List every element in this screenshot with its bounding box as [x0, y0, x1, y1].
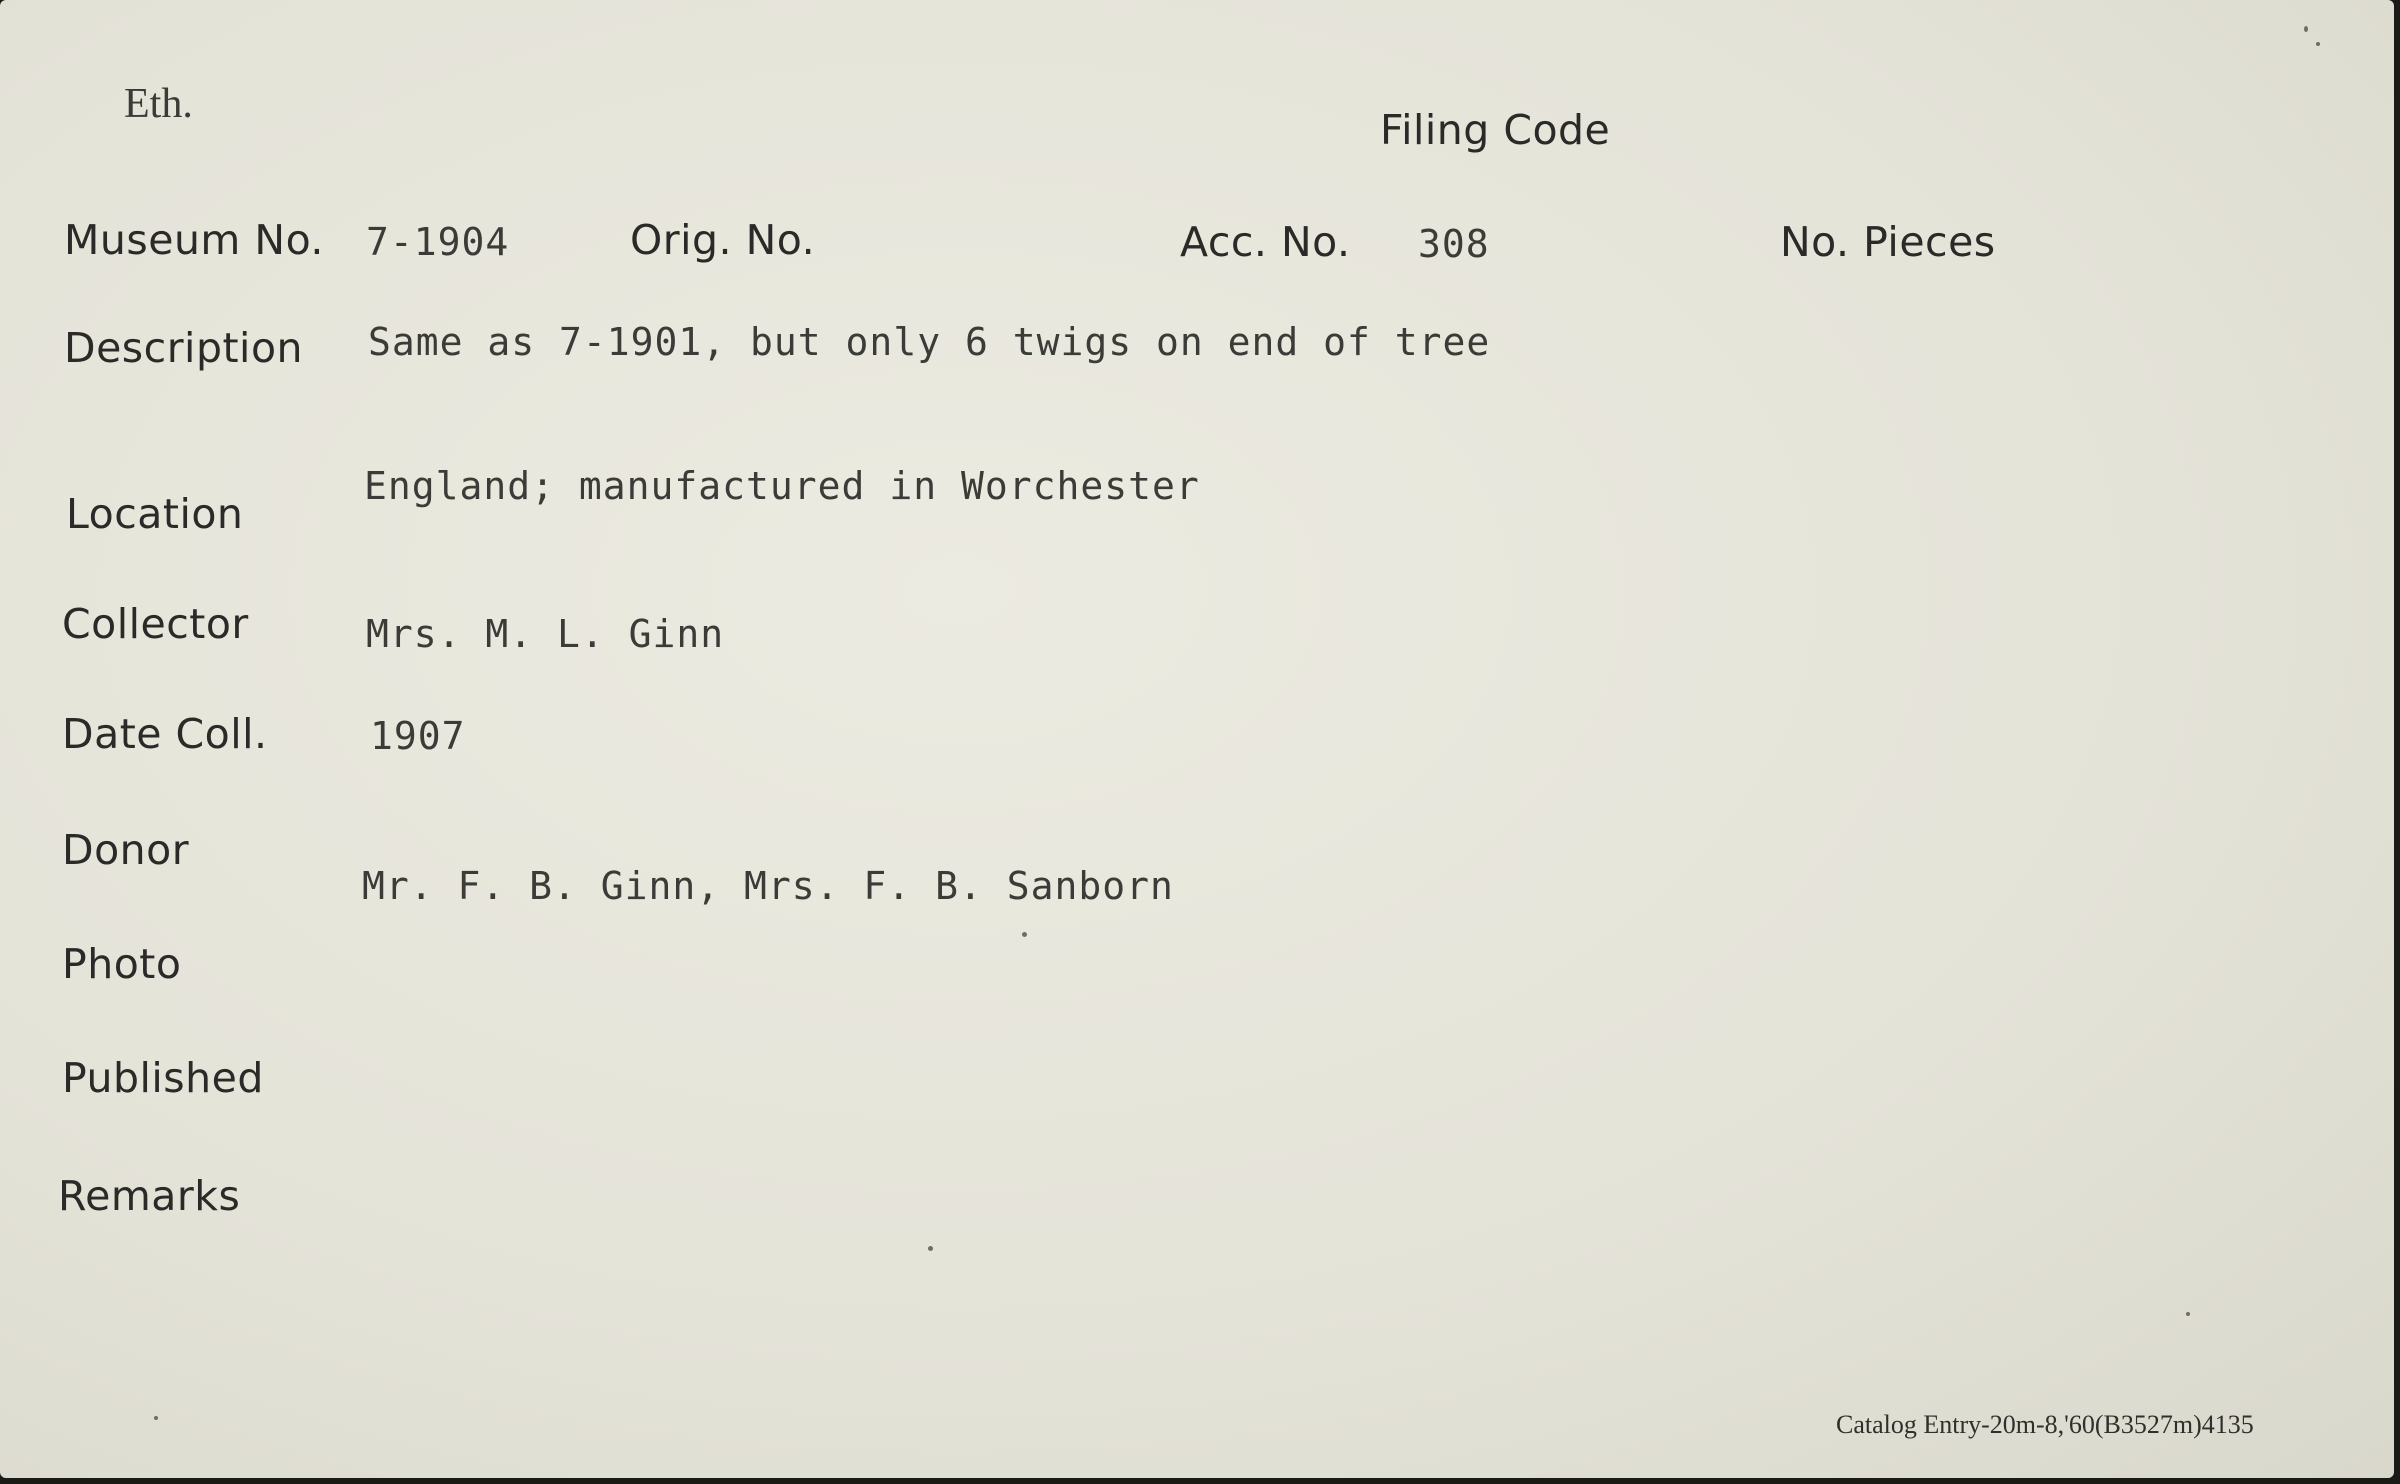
published-label: Published	[62, 1054, 264, 1102]
museum-no-label: Museum No.	[64, 216, 324, 264]
donor-value: Mr. F. B. Ginn, Mrs. F. B. Sanborn	[362, 864, 1174, 908]
ink-speck	[2304, 26, 2308, 32]
ink-speck	[1022, 932, 1027, 937]
remarks-label: Remarks	[58, 1172, 241, 1220]
ink-speck	[2186, 1312, 2190, 1316]
department-mark: Eth.	[124, 81, 193, 127]
acc-no-value: 308	[1418, 222, 1490, 266]
ink-speck	[2316, 42, 2320, 46]
orig-no-label: Orig. No.	[630, 216, 816, 264]
catalog-entry-footer: Catalog Entry-20m-8,'60(B3527m)4135	[1836, 1410, 2254, 1439]
acc-no-label: Acc. No.	[1180, 218, 1351, 266]
description-value: Same as 7-1901, but only 6 twigs on end of tree	[368, 320, 1491, 364]
collector-label: Collector	[62, 600, 249, 648]
description-label: Description	[64, 324, 304, 372]
museum-no-value: 7-1904	[366, 220, 510, 264]
photo-label: Photo	[62, 940, 182, 988]
no-pieces-label: No. Pieces	[1780, 218, 1996, 266]
date-coll-label: Date Coll.	[62, 710, 268, 758]
ink-speck	[154, 1416, 158, 1420]
date-coll-value: 1907	[370, 714, 466, 758]
location-value: England; manufactured in Worchester	[364, 464, 1200, 508]
collector-value: Mrs. M. L. Ginn	[366, 612, 725, 656]
location-label: Location	[66, 490, 244, 538]
ink-speck	[928, 1246, 933, 1251]
donor-label: Donor	[62, 826, 190, 874]
filing-code-label: Filing Code	[1380, 106, 1611, 154]
